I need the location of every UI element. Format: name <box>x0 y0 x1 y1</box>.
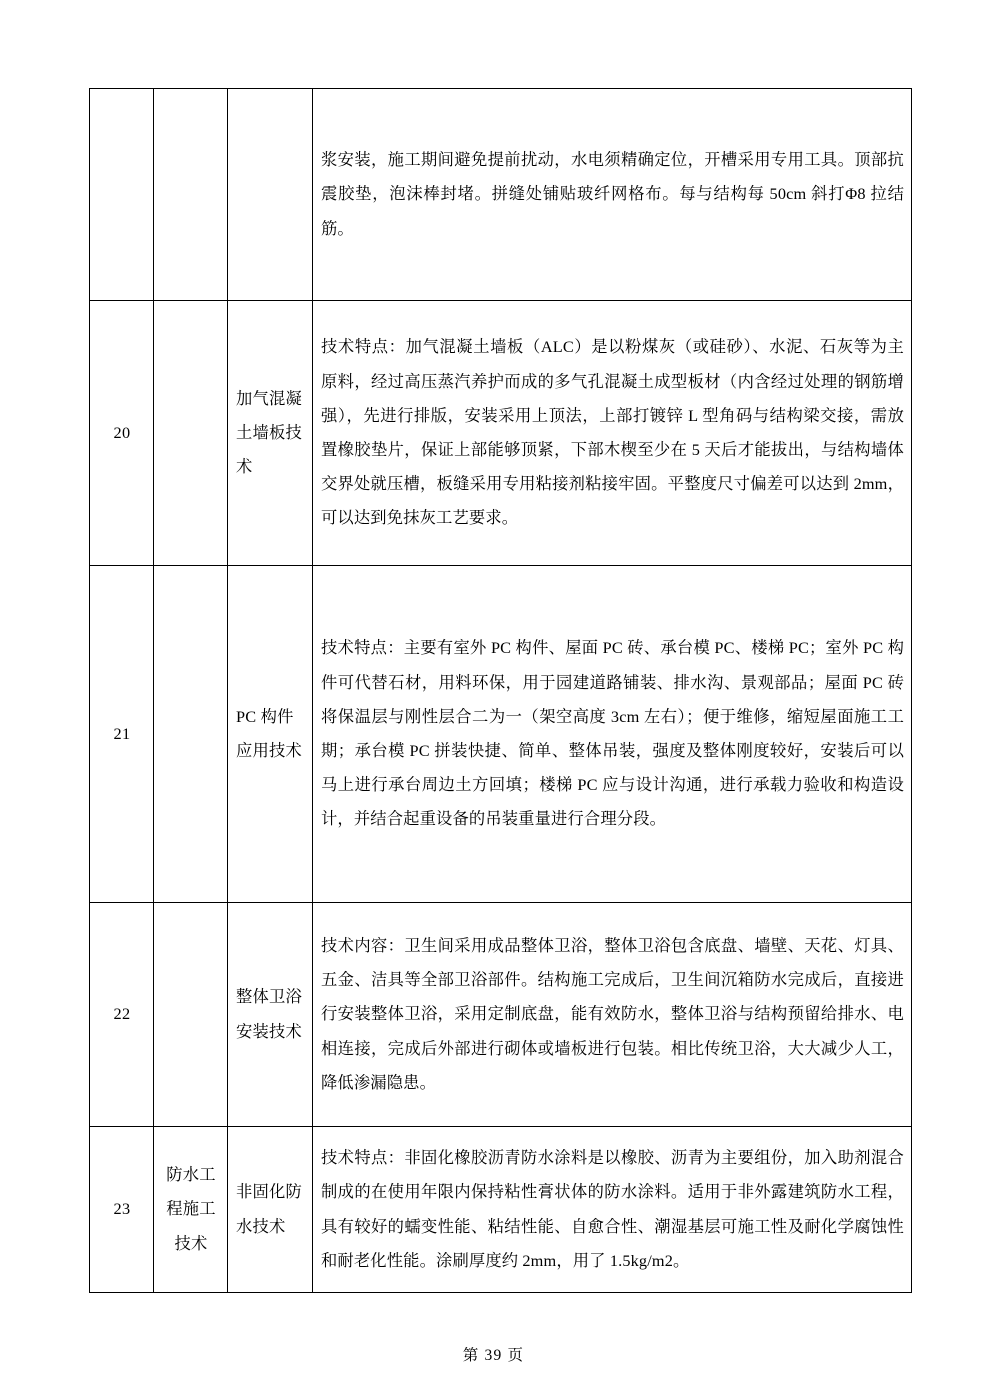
row-technique-name-cell <box>228 89 313 301</box>
row-category-cell: 防水工程施工技术 <box>154 1127 228 1293</box>
row-category-cell <box>154 903 228 1127</box>
table-row <box>90 903 912 1127</box>
table-row <box>90 566 912 903</box>
table-row <box>90 1127 912 1293</box>
page-content-area <box>89 88 911 1293</box>
row-description-cell: 技术特点：非固化橡胶沥青防水涂料是以橡胶、沥青为主要组份，加入助剂混合制成的在使用年限内保持粘性膏状体的防水涂料。适用于非外露建筑防水工程，具有较好的蠕变性能、粘结性能、自愈合性、潮湿基层可施工性及耐化学腐蚀性和耐老化性能。涂刷厚度约 2mm，用了 1.5kg/m2。 <box>313 1127 912 1293</box>
row-technique-name-cell: 非固化防水技术 <box>228 1127 313 1293</box>
row-technique-name-cell: 整体卫浴安装技术 <box>228 903 313 1127</box>
table-row <box>90 89 912 301</box>
row-number-cell: 20 <box>90 301 154 566</box>
row-technique-name-cell: PC 构件应用技术 <box>228 566 313 903</box>
row-number-cell: 23 <box>90 1127 154 1293</box>
row-number-cell <box>90 89 154 301</box>
row-number-cell: 21 <box>90 566 154 903</box>
row-description-cell: 技术内容：卫生间采用成品整体卫浴，整体卫浴包含底盘、墙壁、天花、灯具、五金、洁具等全部卫浴部件。结构施工完成后，卫生间沉箱防水完成后，直接进行安装整体卫浴，采用定制底盘，能有效防水，整体卫浴与结构预留给排水、电相连接，完成后外部进行砌体或墙板进行包装。相比传统卫浴，大大减少人工，降低渗漏隐患。 <box>313 903 912 1127</box>
row-category-cell <box>154 566 228 903</box>
technology-measures-table <box>89 88 912 1293</box>
row-number-cell: 22 <box>90 903 154 1127</box>
row-category-cell <box>154 89 228 301</box>
page-footer: 第 39 页 <box>462 1347 525 1364</box>
row-technique-name-cell: 加气混凝土墙板技术 <box>228 301 313 566</box>
row-description-cell: 技术特点：加气混凝土墙板（ALC）是以粉煤灰（或硅砂）、水泥、石灰等为主原料，经过高压蒸汽养护而成的多气孔混凝土成型板材（内含经过处理的钢筋增强），先进行排版，安装采用上顶法，上部打镀锌 L 型角码与结构梁交接，需放置橡胶垫片，保证上部能够顶紧，下部木楔至少在 5 天后才能拔出，与结构墙体交界处就压槽，板缝采用专用粘接剂粘接牢固。平整度尺寸偏差可以达到 2mm，可以达到免抹灰工艺要求。 <box>313 301 912 566</box>
row-description-cell: 技术特点：主要有室外 PC 构件、屋面 PC 砖、承台模 PC、楼梯 PC；室外 PC 构件可代替石材，用料环保，用于园建道路铺装、排水沟、景观部品；屋面 PC 砖将保温层与刚性层合二为一（架空高度 3cm 左右）；便于维修，缩短屋面施工工期；承台模 PC 拼装快捷、简单、整体吊装，强度及整体刚度较好，安装后可以马上进行承台周边土方回填；楼梯 PC 应与设计沟通，进行承载力验收和构造设计，并结合起重设备的吊装重量进行合理分段。 <box>313 566 912 903</box>
row-category-cell <box>154 301 228 566</box>
row-description-cell: 浆安装，施工期间避免提前扰动，水电须精确定位，开槽采用专用工具。顶部抗震胶垫，泡沫棒封堵。拼缝处铺贴玻纤网格布。每与结构每 50cm 斜打Φ8 拉结筋。 <box>313 89 912 301</box>
table-row <box>90 301 912 566</box>
